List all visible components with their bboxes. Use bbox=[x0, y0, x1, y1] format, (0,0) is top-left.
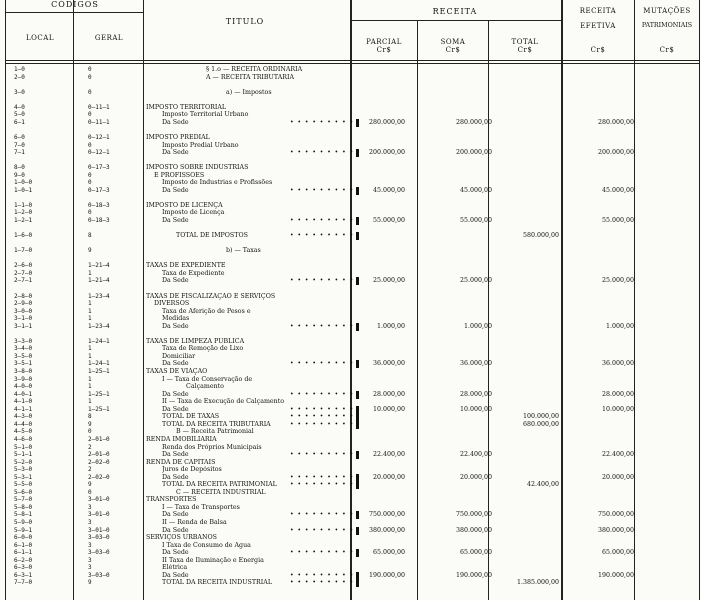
cell-titulo: b) — Taxas bbox=[226, 247, 261, 255]
cell-titulo: IMPOSTO PREDIAL bbox=[146, 133, 210, 141]
cell-receita-efetiva: 190.000,00 bbox=[597, 571, 634, 579]
cell-soma: 750.000,00 bbox=[455, 511, 492, 519]
cell-receita-efetiva: 1.000,00 bbox=[605, 322, 634, 330]
cell-geral-code: 9 bbox=[88, 247, 92, 255]
cell-parcial: 45.000,00 bbox=[372, 186, 405, 194]
cell-titulo: Taxa de Expediente bbox=[162, 269, 225, 277]
cell-total: 42.400,00 bbox=[526, 481, 559, 489]
cell-geral-code: 3—03—0 bbox=[88, 534, 110, 542]
cell-titulo: A — RECEITA TRIBUTÁRIA bbox=[206, 73, 295, 81]
cell-geral-code: 0 bbox=[88, 88, 92, 96]
cell-geral-code: 1—24—1 bbox=[88, 337, 110, 345]
header-mutacoes-line1: MUTAÇÕES bbox=[643, 7, 691, 15]
cell-titulo: Calçamento bbox=[186, 383, 224, 391]
cell-soma: 55.000,00 bbox=[459, 217, 492, 224]
cell-local-code: 4—6—0 bbox=[14, 435, 33, 443]
leader-dots: • • • • • • • • • bbox=[290, 420, 355, 428]
cell-local-code: 3—5—1 bbox=[14, 360, 33, 368]
cell-soma: 45.000,00 bbox=[459, 186, 492, 194]
cell-receita-efetiva: 25.000,00 bbox=[601, 277, 634, 285]
cell-titulo: Domiciliar bbox=[162, 352, 196, 360]
cell-geral-code: 0 bbox=[88, 66, 92, 73]
cell-titulo: Imposto Territorial Urbano bbox=[162, 111, 249, 119]
leader-dots: • • • • • • • • • bbox=[290, 451, 355, 459]
cell-titulo: Medidas bbox=[162, 315, 190, 323]
cell-local-code: 5—9—0 bbox=[14, 519, 33, 526]
cell-titulo: TOTAL DA RECEITA INDUSTRIAL bbox=[162, 579, 273, 587]
rule-h-receita bbox=[350, 20, 561, 21]
cell-soma: 20.000,00 bbox=[459, 473, 492, 481]
cell-local-code: 7—7—0 bbox=[14, 579, 33, 587]
leader-dots: • • • • • • • • • bbox=[290, 579, 355, 587]
cell-local-code: 6—3—0 bbox=[14, 564, 33, 572]
cell-soma: 22.400,00 bbox=[459, 451, 492, 459]
cell-geral-code: 8 bbox=[88, 232, 92, 240]
cell-geral-code: 1 bbox=[88, 398, 92, 406]
cell-total: 100.000,00 bbox=[522, 413, 559, 421]
cell-receita-efetiva: 20.000,00 bbox=[601, 473, 634, 481]
cell-local-code: 5—8—0 bbox=[14, 503, 33, 511]
leader-dots: • • • • • • • • • bbox=[290, 549, 355, 557]
cell-local-code: 4—0 bbox=[14, 103, 25, 111]
header-geral: GERAL bbox=[94, 34, 124, 42]
header-parcial: PARCIAL bbox=[366, 38, 402, 46]
cell-geral-code: 3 bbox=[88, 541, 92, 549]
cell-geral-code: 3—01—0 bbox=[88, 511, 110, 519]
cell-local-code: 5—3—0 bbox=[14, 466, 33, 474]
cell-titulo: Da Sede bbox=[162, 390, 189, 398]
header-titulo: TITULO bbox=[225, 17, 265, 26]
cell-receita-efetiva: 200.000,00 bbox=[597, 149, 634, 157]
header-receita-efetiva-line2: EFETIVA bbox=[580, 22, 616, 30]
cell-titulo: Da Sede bbox=[162, 549, 189, 557]
cell-local-code: 5—9—1 bbox=[14, 526, 33, 534]
cell-local-code: 3—0—0 bbox=[14, 307, 33, 315]
cell-titulo: Da Sede bbox=[162, 360, 189, 368]
cell-receita-efetiva: 380.000,00 bbox=[597, 526, 634, 534]
cell-geral-code: 2—02—0 bbox=[88, 458, 110, 466]
cell-receita-efetiva: 280.000,00 bbox=[597, 118, 634, 126]
cell-geral-code: 9 bbox=[88, 481, 92, 489]
header-mutacoes-unit: Cr$ bbox=[659, 46, 675, 54]
cell-local-code: 5—1—1 bbox=[14, 451, 33, 459]
cell-geral-code: 3 bbox=[88, 564, 92, 572]
cell-local-code: 5—2—0 bbox=[14, 458, 33, 466]
cell-geral-code: 2—01—0 bbox=[88, 451, 110, 459]
cell-local-code: 5—0 bbox=[14, 111, 25, 119]
cell-titulo: TOTAL DA RECEITA TRIBUTÁRIA bbox=[162, 420, 271, 428]
cell-titulo: Da Sede bbox=[162, 571, 189, 579]
cell-geral-code: 0 bbox=[88, 171, 92, 179]
cell-local-code: 5—6—0 bbox=[14, 488, 33, 496]
cell-titulo: Da Sede bbox=[162, 526, 189, 534]
header-mutacoes-line2: PATRIMONIAIS bbox=[641, 22, 693, 29]
leader-dots: • • • • • • • • • bbox=[290, 413, 355, 421]
cell-receita-efetiva: 10.000,00 bbox=[601, 405, 634, 413]
cell-soma: 1.000,00 bbox=[463, 322, 492, 330]
cell-local-code: 6—0 bbox=[14, 133, 25, 141]
cell-titulo: TAXAS DE FISCALIZAÇÃO E SERVIÇOS bbox=[146, 292, 276, 300]
cell-titulo: E PROFISSÕES bbox=[154, 171, 205, 179]
cell-geral-code: 2—01—0 bbox=[88, 435, 110, 443]
cell-titulo: II Taxa de Iluminação e Energia bbox=[162, 556, 264, 564]
cell-geral-code: 0—17—3 bbox=[88, 164, 110, 172]
cell-parcial: 20.000,00 bbox=[372, 473, 405, 481]
cell-local-code: 8—0 bbox=[14, 164, 25, 172]
leader-dots: • • • • • • • • • bbox=[290, 118, 355, 126]
cell-soma: 380.000,00 bbox=[455, 526, 492, 534]
leader-dots: • • • • • • • • • bbox=[290, 571, 355, 579]
header-local: LOCAL bbox=[26, 34, 54, 42]
cell-soma: 10.000,00 bbox=[459, 405, 492, 413]
cell-geral-code: 0 bbox=[88, 428, 92, 436]
cell-geral-code: 1 bbox=[88, 352, 92, 360]
cell-geral-code: 9 bbox=[88, 579, 92, 587]
cell-total: 580.000,00 bbox=[522, 232, 559, 240]
cell-local-code: 7—1 bbox=[14, 149, 25, 157]
cell-geral-code: 0—18—3 bbox=[88, 217, 110, 224]
cell-receita-efetiva: 28.000,00 bbox=[601, 390, 634, 398]
cell-parcial: 1.000,00 bbox=[376, 322, 405, 330]
cell-geral-code: 1—23—4 bbox=[88, 292, 110, 300]
leader-dots: • • • • • • • • • bbox=[290, 360, 355, 368]
cell-geral-code: 2 bbox=[88, 443, 92, 451]
cell-local-code: 6—2—0 bbox=[14, 556, 33, 564]
cell-geral-code: 0—12—1 bbox=[88, 133, 110, 141]
cell-local-code: 4—4—0 bbox=[14, 420, 33, 428]
cell-local-code: 4—0—0 bbox=[14, 383, 33, 391]
cell-local-code: 1—0 bbox=[14, 66, 25, 73]
cell-parcial: 190.000,00 bbox=[368, 571, 405, 579]
cell-local-code: 3—3—0 bbox=[14, 337, 33, 345]
cell-receita-efetiva: 65.000,00 bbox=[601, 549, 634, 557]
cell-geral-code: 0 bbox=[88, 488, 92, 496]
cell-titulo: Da Sede bbox=[162, 322, 189, 330]
leader-dots: • • • • • • • • • bbox=[290, 473, 355, 481]
cell-titulo: Da Sede bbox=[162, 511, 189, 519]
cell-soma: 25.000,00 bbox=[459, 277, 492, 285]
cell-parcial: 750.000,00 bbox=[368, 511, 405, 519]
cell-titulo: Juros de Depósitos bbox=[162, 466, 222, 474]
cell-local-code: 2—7—0 bbox=[14, 269, 33, 277]
cell-geral-code: 1 bbox=[88, 375, 92, 383]
rule-h-header-bottom-2 bbox=[5, 63, 699, 64]
cell-geral-code: 9 bbox=[88, 420, 92, 428]
cell-titulo: Da Sede bbox=[162, 118, 189, 126]
cell-parcial: 28.000,00 bbox=[372, 390, 405, 398]
rule-h-codigos bbox=[5, 12, 143, 13]
cell-local-code: 3—8—0 bbox=[14, 368, 33, 375]
cell-local-code: 1—2—0 bbox=[14, 209, 33, 217]
cell-geral-code: 1 bbox=[88, 307, 92, 315]
cell-receita-efetiva: 750.000,00 bbox=[597, 511, 634, 519]
cell-geral-code: 1 bbox=[88, 269, 92, 277]
cell-titulo: Da Sede bbox=[162, 186, 189, 194]
cell-titulo: C — RECEITA INDUSTRIAL bbox=[176, 488, 266, 496]
cell-geral-code: 3 bbox=[88, 519, 92, 526]
header-codigos: CÓDIGOS bbox=[51, 0, 99, 9]
cell-soma: 28.000,00 bbox=[459, 390, 492, 398]
cell-local-code: 5—7—0 bbox=[14, 496, 33, 504]
cell-local-code: 1—2—1 bbox=[14, 217, 33, 224]
leader-dots: • • • • • • • • • bbox=[290, 277, 355, 285]
cell-receita-efetiva: 22.400,00 bbox=[601, 451, 634, 459]
leader-dots: • • • • • • • • • bbox=[290, 149, 355, 157]
cell-titulo: RENDA IMOBILIÁRIA bbox=[146, 435, 217, 443]
column-marker bbox=[356, 579, 359, 587]
cell-geral-code: 0 bbox=[88, 111, 92, 119]
cell-local-code: 6—1—0 bbox=[14, 541, 33, 549]
cell-local-code: 2—0 bbox=[14, 73, 25, 81]
cell-geral-code: 3—03—0 bbox=[88, 571, 110, 579]
cell-titulo: IMPOSTO DE LICENÇA bbox=[146, 201, 223, 209]
cell-geral-code: 3—01—0 bbox=[88, 526, 110, 534]
cell-geral-code: 3—03—0 bbox=[88, 549, 110, 557]
cell-titulo: TOTAL DE IMPOSTOS bbox=[176, 232, 248, 240]
cell-parcial: 36.000,00 bbox=[372, 360, 405, 368]
cell-local-code: 1—7—0 bbox=[14, 247, 33, 255]
header-soma: SOMA bbox=[440, 38, 466, 46]
cell-titulo: TAXAS DE LIMPEZA PUBLICA bbox=[146, 337, 245, 345]
cell-local-code: 3—5—0 bbox=[14, 352, 33, 360]
cell-local-code: 4—3—0 bbox=[14, 413, 33, 421]
cell-geral-code: 3 bbox=[88, 503, 92, 511]
leader-dots: • • • • • • • • • bbox=[290, 481, 355, 489]
cell-local-code: 4—0—1 bbox=[14, 390, 33, 398]
leader-dots: • • • • • • • • • bbox=[290, 526, 355, 534]
cell-titulo: II — Taxa de Execução de Calçamento bbox=[162, 398, 285, 406]
cell-parcial: 280.000,00 bbox=[368, 118, 405, 126]
cell-titulo: Elétrica bbox=[162, 564, 188, 572]
cell-geral-code: 8 bbox=[88, 413, 92, 421]
cell-geral-code: 0 bbox=[88, 73, 92, 81]
cell-titulo: TAXAS DE EXPEDIENTE bbox=[146, 262, 226, 270]
cell-local-code: 1—1—0 bbox=[14, 201, 33, 209]
cell-geral-code: 1 bbox=[88, 345, 92, 353]
cell-parcial: 380.000,00 bbox=[368, 526, 405, 534]
cell-total: 1.385.000,00 bbox=[516, 579, 559, 587]
cell-local-code: 6—1—1 bbox=[14, 549, 33, 557]
cell-total: 680.000,00 bbox=[522, 420, 559, 428]
cell-local-code: 6—3—1 bbox=[14, 571, 33, 579]
leader-dots: • • • • • • • • • bbox=[290, 390, 355, 398]
cell-geral-code: 0—17—3 bbox=[88, 186, 110, 194]
cell-local-code: 2—7—1 bbox=[14, 277, 33, 285]
header-soma-unit: Cr$ bbox=[445, 46, 461, 54]
header-receita-efetiva-line1: RECEITA bbox=[579, 7, 617, 15]
cell-soma: 280.000,00 bbox=[455, 118, 492, 126]
cell-soma: 65.000,00 bbox=[459, 549, 492, 557]
cell-local-code: 5—3—1 bbox=[14, 473, 33, 481]
cell-geral-code: 0—12—1 bbox=[88, 149, 110, 157]
cell-geral-code: 2 bbox=[88, 466, 92, 474]
cell-titulo: § 1.o — RECEITA ORDINARIA bbox=[206, 66, 303, 73]
cell-geral-code: 0—11—1 bbox=[88, 118, 110, 126]
cell-titulo: II — Renda de Balsa bbox=[162, 519, 227, 526]
cell-titulo: Taxa de Aferição de Pesos e bbox=[162, 307, 251, 315]
cell-geral-code: 0—18—3 bbox=[88, 201, 110, 209]
cell-local-code: 5—5—0 bbox=[14, 481, 33, 489]
cell-geral-code: 1—25—1 bbox=[88, 405, 110, 413]
cell-titulo: TOTAL DE TAXAS bbox=[162, 413, 220, 421]
cell-local-code: 2—9—0 bbox=[14, 300, 33, 308]
cell-local-code: 1—0—0 bbox=[14, 179, 33, 187]
cell-titulo: Da Sede bbox=[162, 277, 189, 285]
cell-titulo: B — Receita Patrimonial bbox=[176, 428, 254, 436]
cell-local-code: 3—1—0 bbox=[14, 315, 33, 323]
cell-local-code: 4—1—1 bbox=[14, 405, 33, 413]
cell-titulo: RENDA DE CAPITAIS bbox=[146, 458, 216, 466]
cell-local-code: 3—4—0 bbox=[14, 345, 33, 353]
cell-local-code: 2—6—0 bbox=[14, 262, 33, 270]
leader-dots: • • • • • • • • • bbox=[290, 217, 355, 224]
cell-titulo: IMPOSTO SOBRE INDUSTRIAS bbox=[146, 164, 249, 172]
cell-titulo: Da Sede bbox=[162, 451, 189, 459]
cell-titulo: Imposto de Industrias e Profissões bbox=[162, 179, 273, 187]
cell-local-code: 1—6—0 bbox=[14, 232, 33, 240]
cell-local-code: 9—0 bbox=[14, 171, 25, 179]
table-row bbox=[0, 579, 701, 587]
cell-geral-code: 1—25—1 bbox=[88, 368, 110, 375]
cell-titulo: I — Taxa de Conservação de bbox=[162, 375, 253, 383]
cell-geral-code: 2—02—0 bbox=[88, 473, 110, 481]
cell-geral-code: 1—21—4 bbox=[88, 277, 110, 285]
cell-titulo: Taxa de Remoção de Lixo bbox=[162, 345, 244, 353]
cell-titulo: a) — Impostos bbox=[226, 88, 272, 96]
cell-geral-code: 1—25—1 bbox=[88, 390, 110, 398]
cell-geral-code: 1 bbox=[88, 315, 92, 323]
cell-titulo: Da Sede bbox=[162, 473, 189, 481]
leader-dots: • • • • • • • • • bbox=[290, 405, 355, 413]
cell-titulo: Imposto Predial Urbano bbox=[162, 141, 239, 149]
cell-parcial: 22.400,00 bbox=[372, 451, 405, 459]
cell-geral-code: 0 bbox=[88, 209, 92, 217]
cell-receita-efetiva: 36.000,00 bbox=[601, 360, 634, 368]
header-parcial-unit: Cr$ bbox=[376, 46, 392, 54]
cell-geral-code: 0 bbox=[88, 179, 92, 187]
cell-soma: 36.000,00 bbox=[459, 360, 492, 368]
cell-titulo: Da Sede bbox=[162, 405, 189, 413]
cell-soma: 200.000,00 bbox=[455, 149, 492, 157]
cell-local-code: 7—0 bbox=[14, 141, 25, 149]
cell-local-code: 3—9—0 bbox=[14, 375, 33, 383]
cell-geral-code: 0 bbox=[88, 141, 92, 149]
header-receita-efetiva-unit: Cr$ bbox=[590, 46, 606, 54]
cell-receita-efetiva: 45.000,00 bbox=[601, 186, 634, 194]
cell-local-code: 6—0—0 bbox=[14, 534, 33, 542]
cell-local-code: 3—1—1 bbox=[14, 322, 33, 330]
cell-titulo: IMPOSTO TERRITORIAL bbox=[146, 103, 227, 111]
cell-local-code: 1—0—1 bbox=[14, 186, 33, 194]
cell-geral-code: 0—11—1 bbox=[88, 103, 110, 111]
cell-titulo: I Taxa de Consumo de Agua bbox=[162, 541, 251, 549]
cell-parcial: 200.000,00 bbox=[368, 149, 405, 157]
cell-titulo: Imposto de Licença bbox=[162, 209, 225, 217]
cell-soma: 190.000,00 bbox=[455, 571, 492, 579]
header-total: TOTAL bbox=[511, 38, 539, 46]
leader-dots: • • • • • • • • • bbox=[290, 511, 355, 519]
cell-parcial: 55.000,00 bbox=[372, 217, 405, 224]
cell-geral-code: 3—01—0 bbox=[88, 496, 110, 504]
cell-titulo: I — Taxa de Transportes bbox=[162, 503, 240, 511]
cell-titulo: Da Sede bbox=[162, 217, 189, 224]
cell-geral-code: 1—24—1 bbox=[88, 360, 110, 368]
cell-local-code: 6—1 bbox=[14, 118, 25, 126]
leader-dots: • • • • • • • • • bbox=[290, 232, 355, 240]
cell-local-code: 5—8—1 bbox=[14, 511, 33, 519]
cell-local-code: 2—8—0 bbox=[14, 292, 33, 300]
cell-parcial: 65.000,00 bbox=[372, 549, 405, 557]
cell-geral-code: 1 bbox=[88, 300, 92, 308]
cell-local-code: 4—5—0 bbox=[14, 428, 33, 436]
leader-dots: • • • • • • • • • bbox=[290, 322, 355, 330]
cell-local-code: 3—0 bbox=[14, 88, 25, 96]
cell-titulo: SERVIÇOS URBANOS bbox=[146, 534, 217, 542]
cell-parcial: 25.000,00 bbox=[372, 277, 405, 285]
cell-geral-code: 1—23—4 bbox=[88, 322, 110, 330]
rule-h-header-bottom bbox=[5, 60, 699, 61]
cell-parcial: 10.000,00 bbox=[372, 405, 405, 413]
cell-local-code: 4—1—0 bbox=[14, 398, 33, 406]
cell-titulo: TRANSPORTES bbox=[146, 496, 197, 504]
cell-titulo: Da Sede bbox=[162, 149, 189, 157]
header-receita: RECEITA bbox=[432, 7, 478, 16]
cell-titulo: TOTAL DA RECEITA PATRIMONIAL bbox=[162, 481, 277, 489]
header-total-unit: Cr$ bbox=[517, 46, 533, 54]
cell-geral-code: 1 bbox=[88, 383, 92, 391]
cell-titulo: DIVERSOS bbox=[154, 300, 190, 308]
cell-local-code: 5—1—0 bbox=[14, 443, 33, 451]
cell-geral-code: 1—21—4 bbox=[88, 262, 110, 270]
leader-dots: • • • • • • • • • bbox=[290, 186, 355, 194]
cell-titulo: TAXAS DE VIAÇÃO bbox=[146, 368, 208, 375]
cell-titulo: Renda dos Próprios Municipais bbox=[162, 443, 262, 451]
cell-receita-efetiva: 55.000,00 bbox=[601, 217, 634, 224]
cell-geral-code: 3 bbox=[88, 556, 92, 564]
